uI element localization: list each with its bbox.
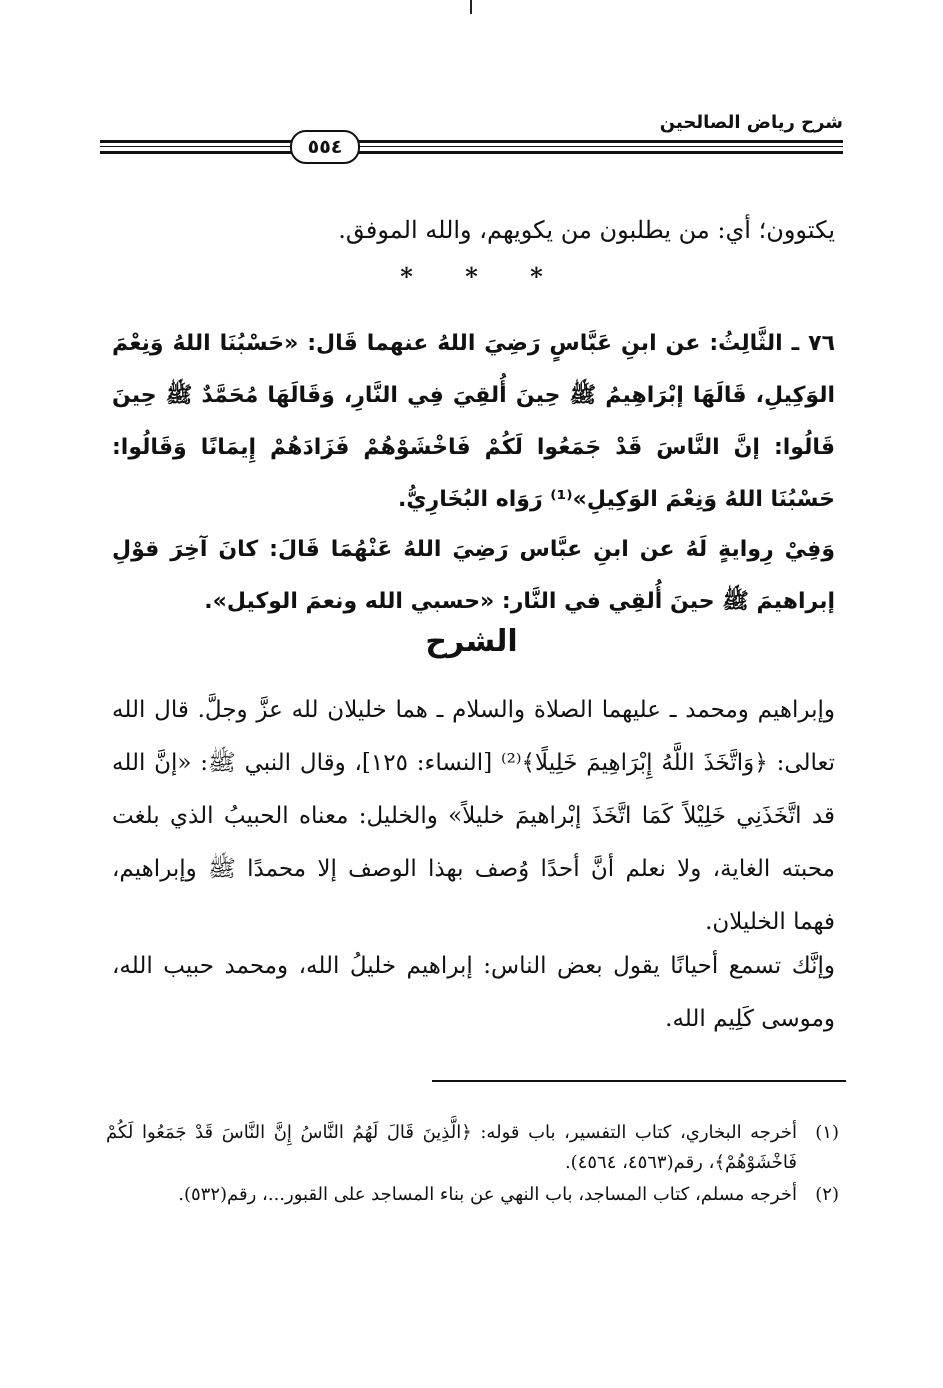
sharh-heading: الشرح bbox=[425, 624, 518, 659]
intro-text: يكتوون؛ أي: من يطلبون من يكويهم، والله الموفق. bbox=[338, 216, 835, 244]
footnote bbox=[106, 1118, 839, 1178]
narration-text: وَفِيْ رِوايةٍ لَهُ عن ابنِ عبَّاس رَضِيَ اللهُ عَنْهُمَا قَالَ: كانَ آخِرَ قوْلِ إبراهيمَ ﷺ حينَ أُلقِي في النَّار: «حسبي الله ونعمَ الوكيل». bbox=[112, 537, 835, 614]
running-header bbox=[100, 112, 843, 162]
header-rule bbox=[100, 140, 843, 143]
footnote-rule bbox=[432, 1080, 846, 1082]
header-rule bbox=[100, 146, 843, 147]
footnote-number: (٢) bbox=[815, 1184, 839, 1205]
header-rule bbox=[100, 151, 843, 154]
separator-star: * bbox=[400, 262, 413, 291]
footnote-number: (١) bbox=[815, 1122, 839, 1143]
separator-star: * bbox=[465, 262, 478, 291]
commentary-paragraph: وإبراهيم ومحمد ـ عليهما الصلاة والسلام ـ هما خليلان لله عزَّ وجلَّ. قال الله تعالى: ﴿وَاتَّخَذَ اللَّهُ إِبْرَاهِيمَ خَلِيلًا﴾⁽²⁾ [النساء: ١٢٥]، وقال النبي ﷺ: «إنَّ الله قد اتَّخَذَنِي خَلِيْلاً كَمَا اتَّخَذَ إبْراهيمَ خليلاً» والخليل: معناه الحبيبُ الذي بلغت محبته الغاية، ولا نعلم أنَّ أحدًا وُصف بهذا الوصف إلا محمدًا ﷺ وإبراهيم، فهما الخليلان. bbox=[112, 697, 835, 935]
page-number: ٥٥٤ bbox=[290, 130, 360, 164]
commentary-paragraph: وإنَّك تسمع أحيانًا يقول بعض الناس: إبراهيم خليلُ الله، ومحمد حبيب الله، وموسى كَلِيم الله. bbox=[112, 953, 835, 1032]
footnotes bbox=[106, 1118, 839, 1212]
hadith-text: ٧٦ ـ الثَّالِثُ: عن ابنِ عَبَّاسٍ رَضِيَ اللهُ عنهما قَال: «حَسْبُنَا اللهُ وَنِعْمَ الوَكِيلِ، قَالَهَا إبْرَاهِيمُ ﷺ حِينَ أُلقِيَ فِي النَّارِ، وَقَالَهَا مُحَمَّدٌ ﷺ حِينَ قَالُوا: إنَّ النَّاسَ قَدْ جَمَعُوا لَكُمْ فَاخْشَوْهُمْ فَزَادَهُمْ إِيمَانًا وَقَالُوا: حَسْبُنَا اللهُ وَنِعْمَ الوَكِيلِ»⁽¹⁾ رَوَاه البُخَارِيُّ. bbox=[112, 331, 835, 512]
book-title: شرح رياض الصالحين bbox=[659, 112, 843, 133]
footnote-text: أخرجه البخاري، كتاب التفسير، باب قوله: ﴿الَّذِينَ قَالَ لَهُمُ النَّاسُ إِنَّ النَّاسَ قَدْ جَمَعُوا لَكُمْ فَاخْشَوْهُمْ﴾، رقم(٤٥٦٣، ٤٥٦٤). bbox=[106, 1122, 797, 1173]
separator-star: * bbox=[530, 262, 543, 291]
footnote bbox=[106, 1180, 839, 1210]
section-separator bbox=[0, 262, 943, 291]
footnote-text: أخرجه مسلم، كتاب المساجد، باب النهي عن بناء المساجد على القبور...، رقم(٥٣٢). bbox=[178, 1184, 797, 1205]
page-edge-mark bbox=[470, 0, 472, 14]
